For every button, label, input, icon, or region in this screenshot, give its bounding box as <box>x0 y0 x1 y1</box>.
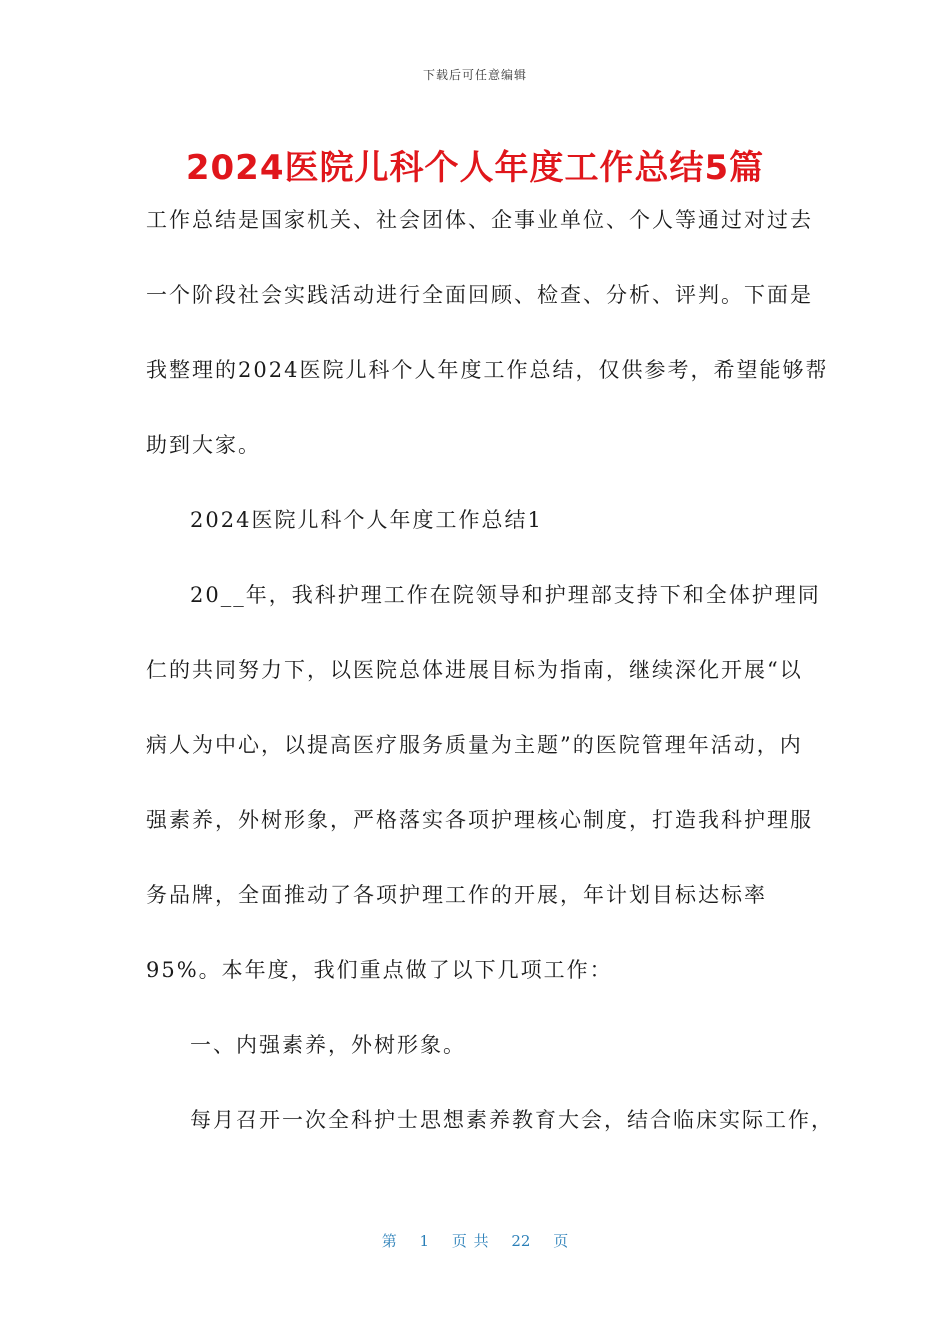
body-line: 20__年，我科护理工作在院领导和护理部支持下和全体护理同 <box>190 583 821 607</box>
page-footer <box>0 1230 950 1251</box>
body-line: 每月召开一次全科护士思想素养教育大会，结合临床实际工作， <box>190 1108 834 1132</box>
body-line: 工作总结是国家机关、社会团体、企事业单位、个人等通过对过去 <box>146 208 813 232</box>
page-number: 1 <box>419 1232 430 1250</box>
body-line: 一个阶段社会实践活动进行全面回顾、检查、分析、评判。下面是 <box>146 283 813 307</box>
total-pages: 22 <box>511 1232 531 1250</box>
header-note: 下载后可任意编辑 <box>422 68 527 82</box>
document-title: 2024医院儿科个人年度工作总结5篇 <box>185 148 765 188</box>
page-label-middle: 页 共 <box>451 1232 489 1250</box>
page-label-prefix: 第 <box>381 1232 397 1250</box>
page-label-suffix: 页 <box>553 1232 569 1250</box>
body-line: 我整理的2024医院儿科个人年度工作总结，仅供参考，希望能够帮 <box>146 358 829 382</box>
body-line: 助到大家。 <box>146 433 261 457</box>
body-line: 95%。本年度，我们重点做了以下几项工作： <box>146 958 613 982</box>
body-line: 强素养，外树形象，严格落实各项护理核心制度，打造我科护理服 <box>146 808 813 832</box>
document-body <box>146 190 834 1165</box>
section-heading: 2024医院儿科个人年度工作总结1 <box>190 508 543 532</box>
subsection-heading: 一、内强素养，外树形象。 <box>190 1033 466 1057</box>
body-line: 仁的共同努力下，以医院总体进展目标为指南，继续深化开展“以 <box>146 658 803 682</box>
body-line: 病人为中心，以提高医疗服务质量为主题”的医院管理年活动，内 <box>146 733 803 757</box>
body-line: 务品牌，全面推动了各项护理工作的开展，年计划目标达标率 <box>146 883 767 907</box>
